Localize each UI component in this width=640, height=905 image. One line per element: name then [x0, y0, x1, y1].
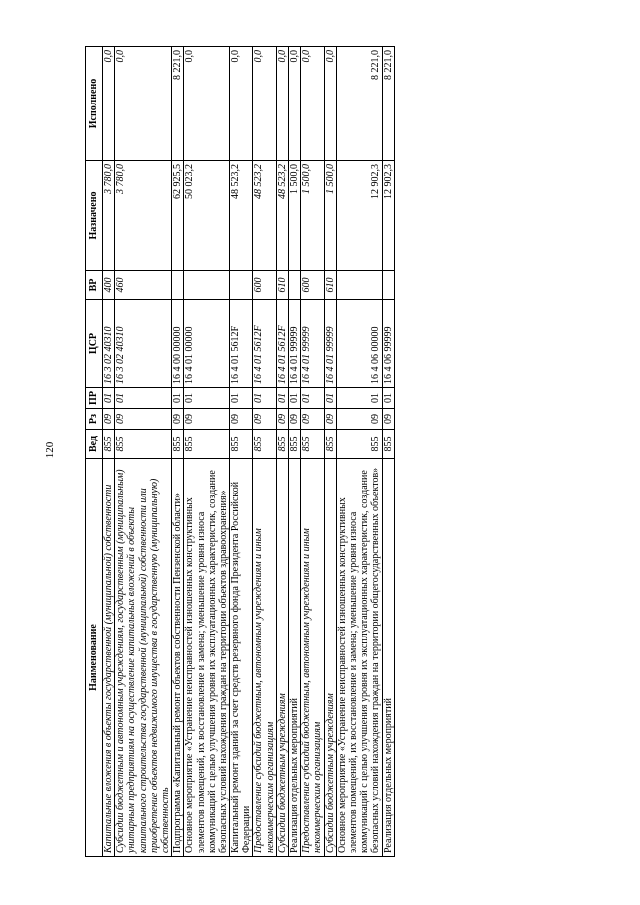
cell-csr: 16 4 01 99999 [301, 300, 324, 388]
table-row [184, 47, 230, 857]
cell-name: Предоставление субсидий бюджетным, автономным учреждениям и иным некоммерческим организациям [253, 459, 276, 857]
page-number: 120 [44, 441, 56, 459]
cell-ved: 855 [289, 430, 301, 459]
rotated-page-content [85, 47, 555, 857]
cell-executed: 0,0 [276, 47, 288, 161]
col-header-executed: Исполнено [86, 47, 103, 161]
cell-csr: 16 3 02 40310 [115, 300, 172, 388]
cell-csr: 16 4 06 99999 [382, 300, 394, 388]
cell-vr: 610 [276, 271, 288, 300]
table-header-row [86, 47, 103, 857]
cell-csr: 16 4 06 00000 [336, 300, 382, 388]
cell-pr: 01 [103, 388, 115, 409]
table-row [301, 47, 324, 857]
cell-executed: 0,0 [115, 47, 172, 161]
cell-executed: 0,0 [301, 47, 324, 161]
cell-pr: 01 [172, 388, 184, 409]
cell-pr: 01 [276, 388, 288, 409]
cell-ved: 855 [276, 430, 288, 459]
cell-assigned: 3 780,0 [115, 161, 172, 271]
cell-name: Реализация отдельных мероприятий [289, 459, 301, 857]
table-row [230, 47, 253, 857]
table-row [324, 47, 336, 857]
cell-name: Реализация отдельных мероприятий [382, 459, 394, 857]
col-header-name: Наименование [86, 459, 103, 857]
cell-pr: 01 [115, 388, 172, 409]
cell-executed: 0,0 [324, 47, 336, 161]
cell-rz: 09 [336, 409, 382, 430]
cell-rz: 09 [382, 409, 394, 430]
col-header-vr: ВР [86, 271, 103, 300]
cell-rz: 09 [276, 409, 288, 430]
cell-ved: 855 [184, 430, 230, 459]
cell-ved: 855 [172, 430, 184, 459]
cell-pr: 01 [382, 388, 394, 409]
cell-rz: 09 [103, 409, 115, 430]
cell-ved: 855 [230, 430, 253, 459]
table-row [103, 47, 115, 857]
table-row [276, 47, 288, 857]
cell-vr [289, 271, 301, 300]
cell-vr: 600 [253, 271, 276, 300]
cell-assigned: 50 023,2 [184, 161, 230, 271]
table-row [253, 47, 276, 857]
cell-ved: 855 [301, 430, 324, 459]
cell-name: Субсидии бюджетным учреждениям [276, 459, 288, 857]
cell-assigned: 48 523,2 [253, 161, 276, 271]
cell-pr: 01 [324, 388, 336, 409]
cell-pr: 01 [301, 388, 324, 409]
col-header-csr: ЦСР [86, 300, 103, 388]
cell-rz: 09 [230, 409, 253, 430]
cell-assigned: 3 780,0 [103, 161, 115, 271]
cell-executed: 8 221,0 [382, 47, 394, 161]
cell-rz: 09 [115, 409, 172, 430]
cell-assigned: 48 523,2 [230, 161, 253, 271]
cell-rz: 09 [289, 409, 301, 430]
cell-rz: 09 [301, 409, 324, 430]
cell-assigned: 12 902,3 [336, 161, 382, 271]
cell-vr [336, 271, 382, 300]
cell-csr: 16 4 01 99999 [324, 300, 336, 388]
cell-assigned: 1 500,0 [324, 161, 336, 271]
cell-assigned: 1 500,0 [289, 161, 301, 271]
cell-ved: 855 [382, 430, 394, 459]
cell-ved: 855 [336, 430, 382, 459]
cell-csr: 16 4 01 5612F [253, 300, 276, 388]
budget-table [85, 46, 395, 857]
cell-assigned: 12 902,3 [382, 161, 394, 271]
cell-ved: 855 [115, 430, 172, 459]
cell-executed: 0,0 [103, 47, 115, 161]
cell-ved: 855 [253, 430, 276, 459]
cell-csr: 16 4 01 5612F [230, 300, 253, 388]
cell-executed: 0,0 [253, 47, 276, 161]
cell-ved: 855 [324, 430, 336, 459]
cell-vr [230, 271, 253, 300]
cell-ved: 855 [103, 430, 115, 459]
col-header-assigned: Назначено [86, 161, 103, 271]
cell-csr: 16 4 01 99999 [289, 300, 301, 388]
cell-rz: 09 [253, 409, 276, 430]
cell-vr: 460 [115, 271, 172, 300]
cell-rz: 09 [324, 409, 336, 430]
cell-csr: 16 4 01 5612F [276, 300, 288, 388]
cell-name: Капитальные вложения в объекты государственной (муниципальной) собственности [103, 459, 115, 857]
cell-name: Капитальный ремонт зданий за счет средств резервного фонда Президента Российской Федерации [230, 459, 253, 857]
cell-name: Субсидии бюджетным и автономным учреждениям, государственным (муниципальным) унитарным предприятиям на осуществление капитальных вложений в объекты капитального строительства государственной (муниципальной) собственности или приобретение объектов недвижимого имущества в государственную (муниципальную) собственность [115, 459, 172, 857]
cell-vr [382, 271, 394, 300]
table-row [115, 47, 172, 857]
cell-rz: 09 [172, 409, 184, 430]
table-row [172, 47, 184, 857]
cell-pr: 01 [289, 388, 301, 409]
cell-executed: 8 221,0 [172, 47, 184, 161]
cell-csr: 16 3 02 40310 [103, 300, 115, 388]
table-row [289, 47, 301, 857]
cell-vr [184, 271, 230, 300]
cell-pr: 01 [184, 388, 230, 409]
cell-csr: 16 4 01 00000 [184, 300, 230, 388]
cell-executed: 0,0 [230, 47, 253, 161]
cell-pr: 01 [336, 388, 382, 409]
cell-assigned: 1 500,0 [301, 161, 324, 271]
cell-name: Основное мероприятие «Устранение неисправностей изношенных конструктивных элементов помещений, их восстановление и замена; уменьшение уровня износа коммуникаций с целью улучшения уровня их эксплуатационных характеристик, создание безопасных условий нахождения граждан на территории общегосударственных объектов» [336, 459, 382, 857]
cell-vr: 600 [301, 271, 324, 300]
cell-pr: 01 [230, 388, 253, 409]
cell-csr: 16 4 00 00000 [172, 300, 184, 388]
cell-name: Предоставление субсидий бюджетным, автономным учреждениям и иным некоммерческим организациям [301, 459, 324, 857]
cell-assigned: 48 523,2 [276, 161, 288, 271]
cell-executed: 0,0 [184, 47, 230, 161]
cell-vr: 610 [324, 271, 336, 300]
cell-name: Подпрограмма «Капитальный ремонт объектов собственности Пензенской области» [172, 459, 184, 857]
col-header-pr: ПР [86, 388, 103, 409]
cell-rz: 09 [184, 409, 230, 430]
cell-executed: 8 221,0 [336, 47, 382, 161]
cell-vr [172, 271, 184, 300]
cell-vr: 400 [103, 271, 115, 300]
col-header-rz: Рз [86, 409, 103, 430]
cell-assigned: 62 925,5 [172, 161, 184, 271]
cell-name: Субсидии бюджетным учреждениям [324, 459, 336, 857]
col-header-ved: Вед [86, 430, 103, 459]
table-row [382, 47, 394, 857]
cell-pr: 01 [253, 388, 276, 409]
cell-executed: 0,0 [289, 47, 301, 161]
table-body [103, 47, 395, 857]
table-row [336, 47, 382, 857]
cell-name: Основное мероприятие «Устранение неисправностей изношенных конструктивных элементов помещений, их восстановление и замена; уменьшение уровня износа коммуникаций с целью улучшения уровня их эксплуатационных характеристик, создание безопасных условий нахождения граждан на территории объектов здравоохранения» [184, 459, 230, 857]
